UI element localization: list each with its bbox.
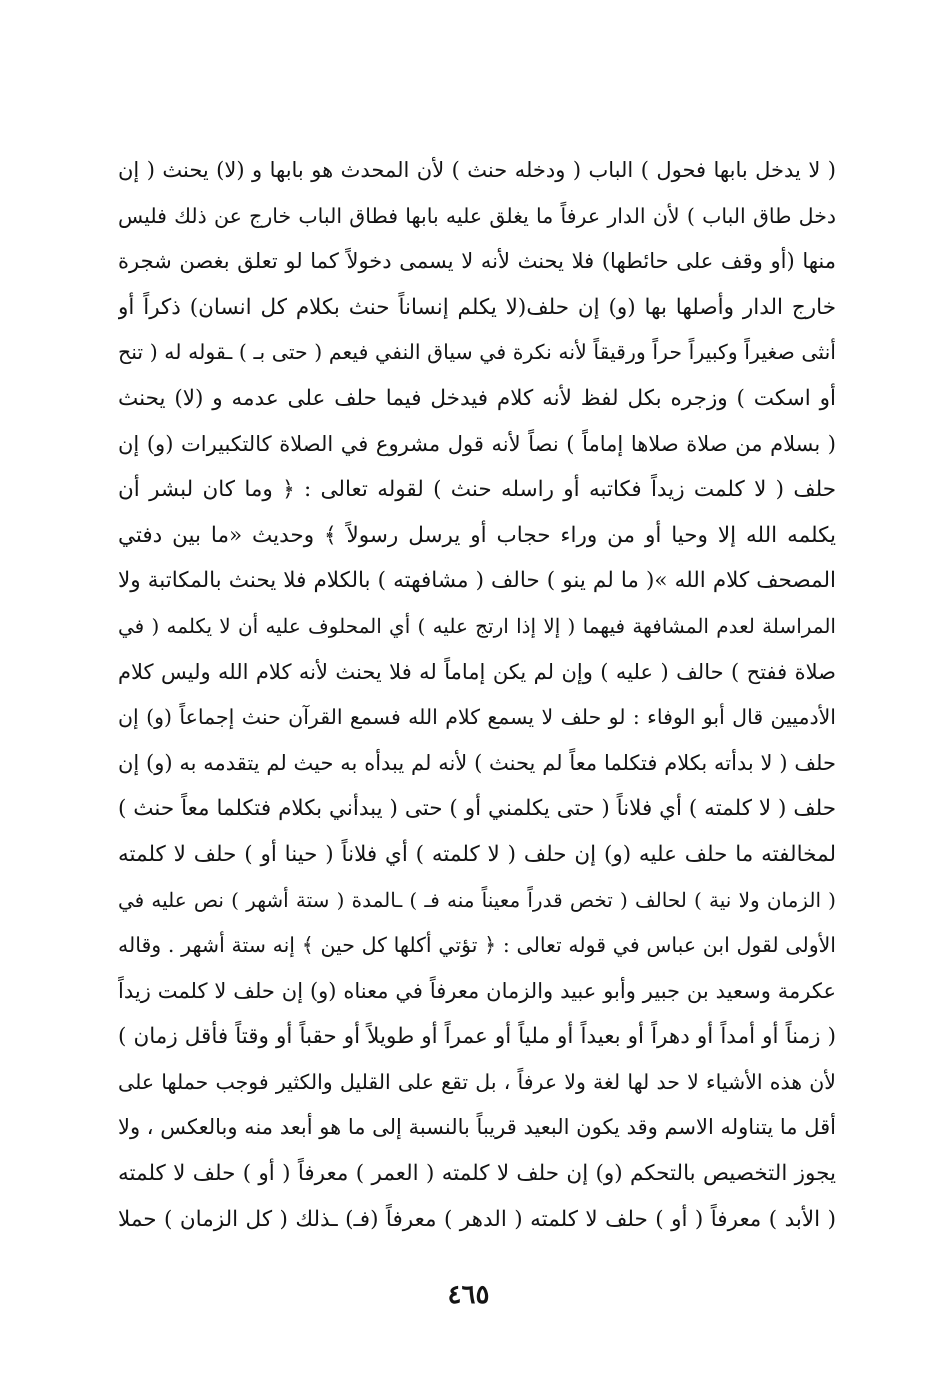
text-line: منها (أو وقف على حائطها) فلا يحنث لأنه لا يسمى دخولاً كما لو تعلق بغصن شجرة (118, 249, 836, 274)
text-line: لأن هذه الأشياء لا حد لها لغة ولا عرفاً ، بل تقع على القليل والكثير فوجب حملها على (118, 1069, 836, 1094)
text-line: حلف ( لا كلمت زيداً فكاتبه أو راسله حنث ) لقوله تعالى : ﴿ وما كان لبشر أن (118, 477, 836, 503)
text-line: خارج الدار وأصلها بها (و) إن حلف(لا يكلم إنساناً حنث بكلام كل انسان) ذكراً أو (118, 294, 836, 320)
text-line: ( الزمان ولا نية ) لحالف ( تخص قدراً معيناً منه فـ ) ـالمدة ( ستة أشهر ) نص عليه في (118, 887, 836, 912)
text-line: دخل طاق الباب ) لأن الدار عرفاً ما يغلق عليه بابها فطاق الباب خارج عن ذلك فليس (118, 203, 836, 228)
text-line: يكلمه الله إلا وحيا أو من وراء حجاب أو يرسل رسولاً ﴾ وحديث «ما بين دفتي (118, 522, 836, 548)
text-line: أنثى صغيراً وكبيراً حراً ورقيقاً لأنه نكرة في سياق النفي فيعم ( حتى بـ ) ـقوله له ( تنح (118, 340, 836, 365)
body-text (118, 148, 836, 1242)
text-line: يجوز التخصيص بالتحكم (و) إن حلف لا كلمته ( العمر ) معرفاً ( أو ) حلف لا كلمته (118, 1161, 836, 1187)
text-line: أقل ما يتناوله الاسم وقد يكون البعيد قريباً بالنسبة إلى ما هو أبعد منه وبالعكس ، ولا (118, 1115, 836, 1140)
text-line: حلف ( لا كلمته ) أي فلاناً ( حتى يكلمني أو ) حتى ( يبدأني بكلام فتكلما معاً حنث ) (118, 796, 836, 822)
text-line: ( لا يدخل بابها فحول ) الباب ( ودخله حنث ) لأن المحدث هو بابها و (لا) يحنث ( إن (118, 158, 836, 182)
text-line: أو اسكت ) وزجره بكل لفظ لأنه كلام فيدخل فيما حلف على عدمه و (لا) يحنث (118, 385, 836, 411)
page-number: ٤٦٥ (447, 1280, 490, 1310)
text-line: ( الأبد ) معرفاً ( أو ) حلف لا كلمته ( الدهر ) معرفاً (فـ) ـذلك ( كل الزمان ) حملا (118, 1206, 836, 1232)
text-line: ( زمناً أو أمداً أو دهراً أو بعيداً أو ملياً أو عمراً أو طويلاً أو حقباً أو وقتاً فأقل زمان ) (118, 1024, 836, 1050)
text-line: المراسلة لعدم المشافهة فيهما ( إلا إذا ارتج عليه ) أي المحلوف عليه أن لا يكلمه ( في (118, 613, 836, 638)
text-line: حلف ( لا بدأته بكلام فتكلما معاً لم يحنث ) لأنه لم يبدأه به حيث لم يتقدمه به (و) إن (118, 750, 836, 775)
text-line: ( بسلام من صلاة صلاها إماماً ) نصاً لأنه قول مشروع في الصلاة كالتكبيرات (و) إن (118, 431, 836, 456)
text-line: الأدميين قال أبو الوفاء : لو حلف لا يسمع كلام الله فسمع القرآن حنث إجماعاً (و) إن (118, 705, 836, 730)
text-line: عكرمة وسعيد بن جبير وأبو عبيد والزمان معرفاً في معناه (و) إن حلف لا كلمت زيداً (118, 978, 836, 1003)
text-line: لمخالفته ما حلف عليه (و) إن حلف ( لا كلمته ) أي فلاناً ( حينا أو ) حلف لا كلمته (118, 841, 836, 867)
text-line: الأولى لقول ابن عباس في قوله تعالى : ﴿ تؤتي أكلها كل حين ﴾ إنه ستة أشهر . وقاله (118, 933, 836, 958)
text-line: المصحف كلام الله »( ما لم ينو ) حالف ( مشافهته ) بالكلام فلا يحنث بالمكاتبة ولا (118, 568, 836, 594)
text-line: صلاة ففتح ) حالف ( عليه ) وإن لم يكن إماماً له فلا يحنث لأنه كلام الله وليس كلام (118, 659, 836, 684)
